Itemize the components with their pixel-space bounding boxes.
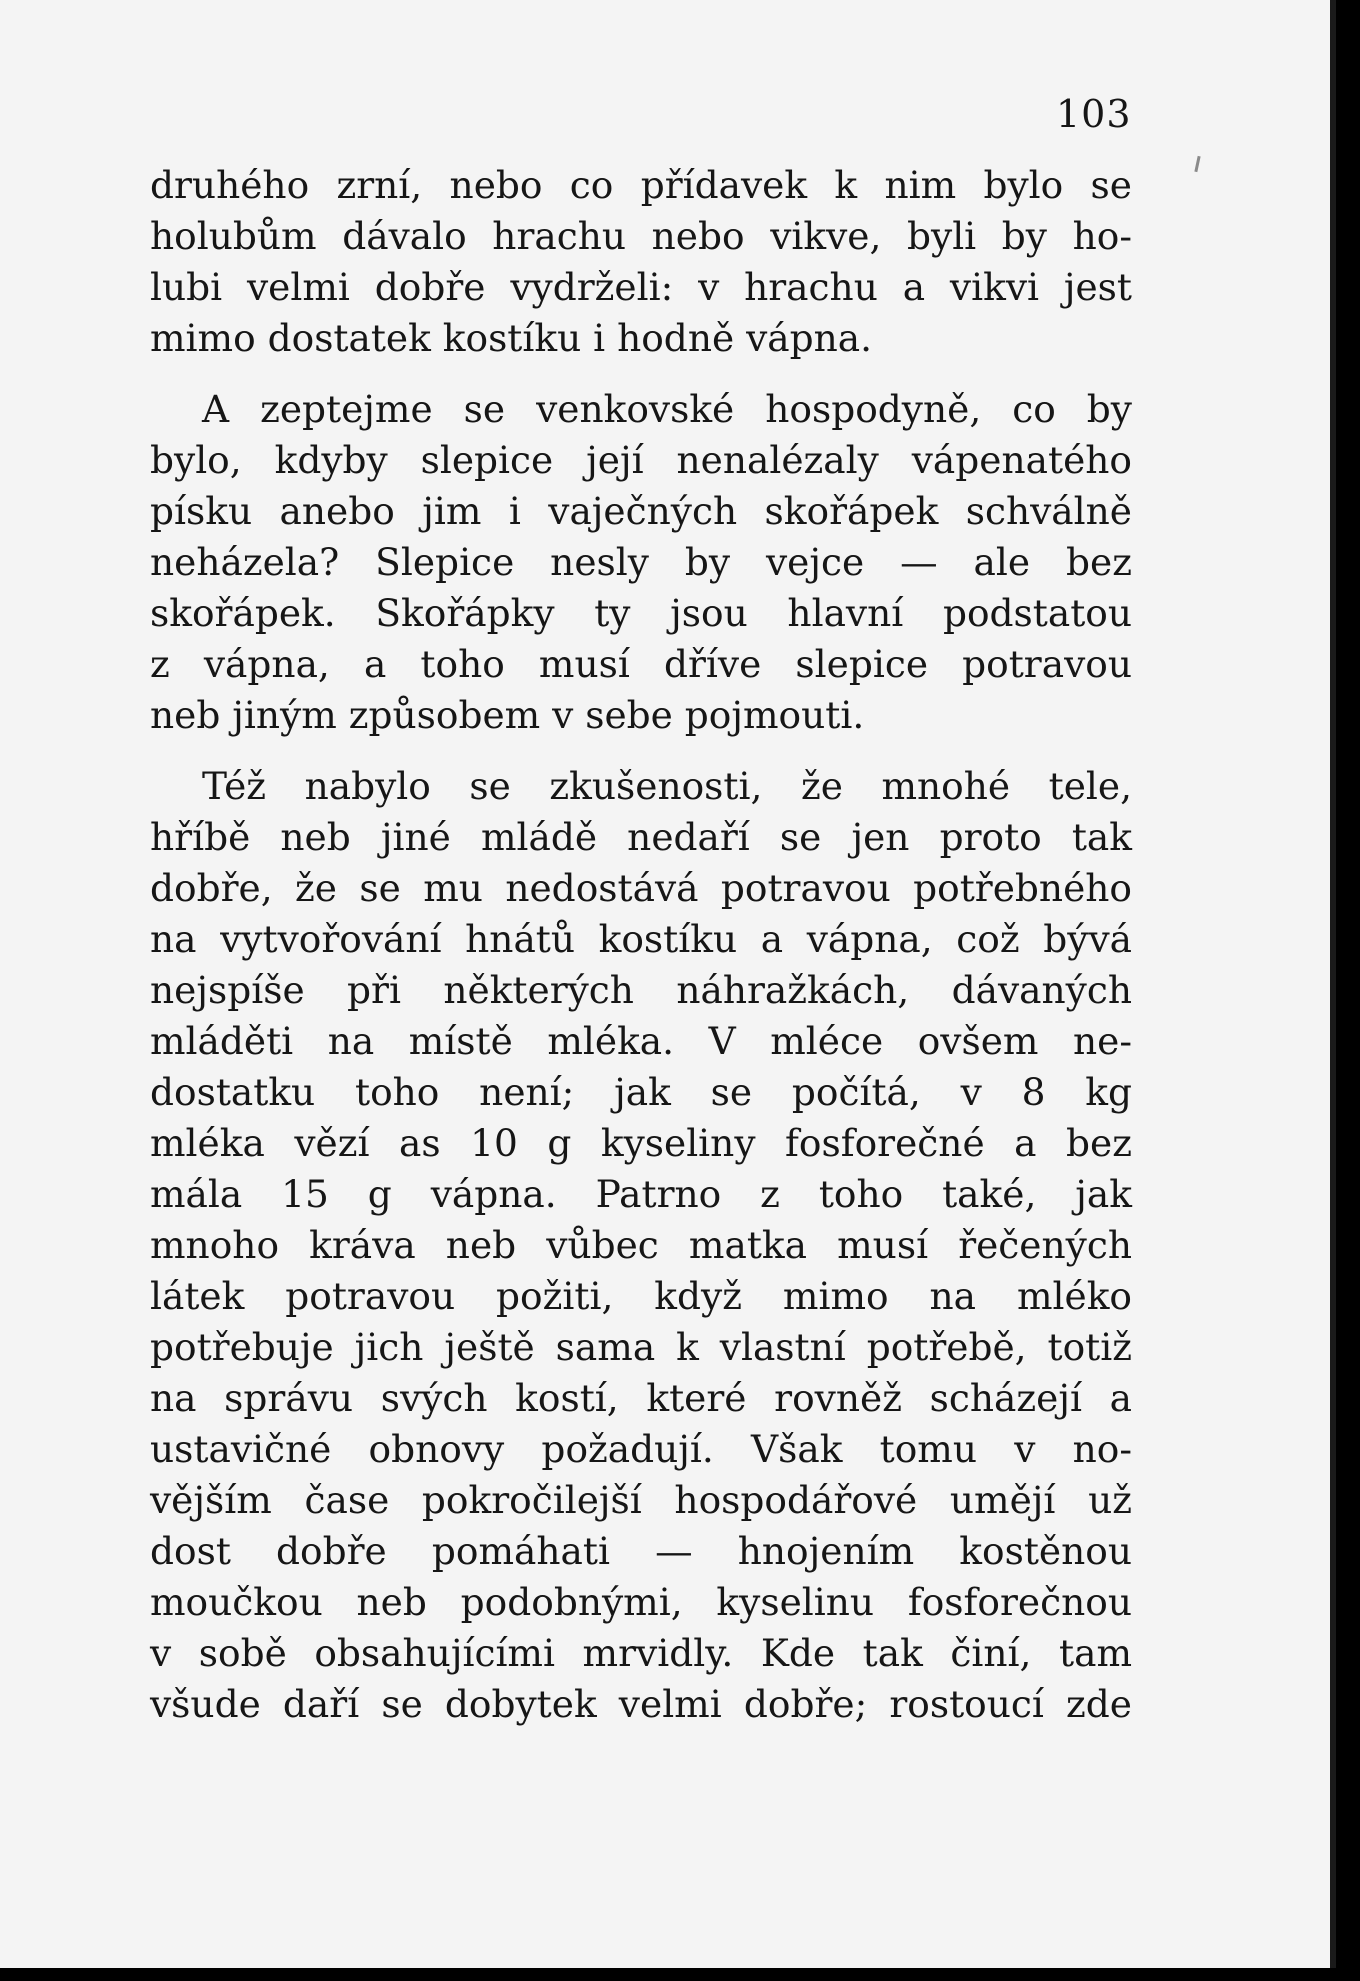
text-line: dostatku toho není; jak se počítá, v 8 kg xyxy=(150,1070,1132,1114)
text-line: mléka vězí as 10 g kyseliny fosforečné a bez xyxy=(150,1121,1132,1165)
text-line: neb jiným způsobem v sebe pojmouti. xyxy=(150,693,865,737)
text-line: na vytvořování hnátů kostíku a vápna, což bývá xyxy=(150,917,1132,961)
body-text xyxy=(150,160,1132,1730)
text-line: A zeptejme se venkovské hospodyně, co by xyxy=(202,387,1132,431)
text-line: druhého zrní, nebo co přídavek k nim bylo se xyxy=(150,163,1132,207)
text-line: Též nabylo se zkušenosti, že mnohé tele, xyxy=(202,764,1132,808)
text-line: všude daří se dobytek velmi dobře; rostoucí zde xyxy=(150,1682,1132,1726)
text-line: látek potravou požiti, když mimo na mléko xyxy=(150,1274,1132,1318)
text-line: skořápek. Skořápky ty jsou hlavní podstatou xyxy=(150,591,1132,635)
text-line: nejspíše při některých náhražkách, dávaných xyxy=(150,968,1132,1012)
paragraph-3 xyxy=(150,761,1132,1730)
text-line: v sobě obsahujícími mrvidly. Kde tak činí, tam xyxy=(150,1631,1132,1675)
text-line: lubi velmi dobře vydrželi: v hrachu a vikvi jest xyxy=(150,265,1132,309)
text-line: ustavičné obnovy požadují. Však tomu v no- xyxy=(150,1427,1132,1471)
text-line: dobře, že se mu nedostává potravou potřebného xyxy=(150,866,1132,910)
paragraph-1 xyxy=(150,160,1132,364)
text-line: neházela? Slepice nesly by vejce — ale bez xyxy=(150,540,1132,584)
text-line: mála 15 g vápna. Patrno z toho také, jak xyxy=(150,1172,1132,1216)
text-line: vějším čase pokročilejší hospodářové umějí už xyxy=(150,1478,1132,1522)
text-line: hříbě neb jiné mládě nedaří se jen proto tak xyxy=(150,815,1132,859)
text-line: holubům dávalo hrachu nebo vikve, byli by ho- xyxy=(150,214,1132,258)
text-line: potřebuje jich ještě sama k vlastní potřebě, totiž xyxy=(150,1325,1132,1369)
page-number: 103 xyxy=(1056,92,1132,136)
text-line: na správu svých kostí, které rovněž scházejí a xyxy=(150,1376,1132,1420)
text-line: moučkou neb podobnými, kyselinu fosforečnou xyxy=(150,1580,1132,1624)
text-line: mimo dostatek kostíku i hodně vápna. xyxy=(150,316,873,360)
text-line: bylo, kdyby slepice její nenalézaly vápenatého xyxy=(150,438,1132,482)
paper-mark xyxy=(1194,156,1200,172)
text-line: písku anebo jim i vaječných skořápek schválně xyxy=(150,489,1132,533)
text-line: mláděti na místě mléka. V mléce ovšem ne- xyxy=(150,1019,1132,1063)
text-line: dost dobře pomáhati — hnojením kostěnou xyxy=(150,1529,1132,1573)
text-line: mnoho kráva neb vůbec matka musí řečených xyxy=(150,1223,1132,1267)
paragraph-2 xyxy=(150,384,1132,741)
text-line: z vápna, a toho musí dříve slepice potravou xyxy=(150,642,1132,686)
